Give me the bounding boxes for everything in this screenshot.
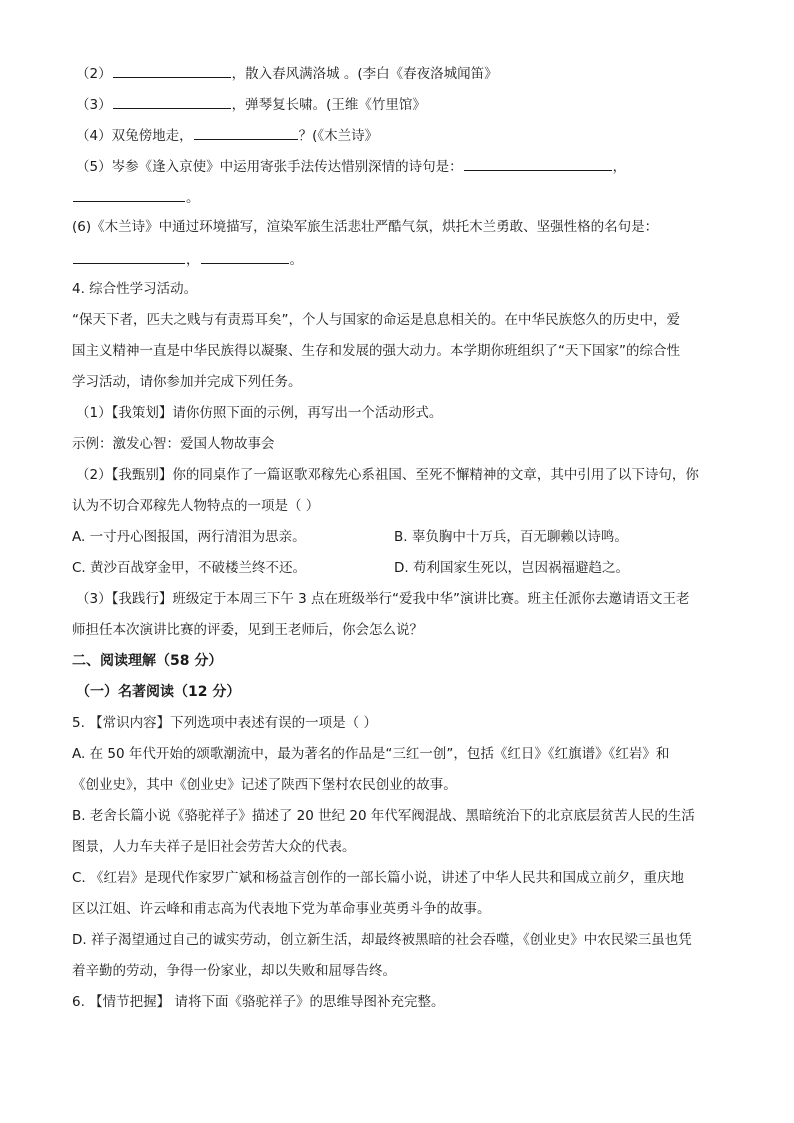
poem-text: (6)《木兰诗》中通过环境描写，渲染军旅生活悲壮严酷气氛，烘托木兰勇敢、坚强性格的名句是： (72, 219, 659, 235)
answer-blank[interactable] (464, 155, 612, 171)
poem-item-2 (72, 62, 724, 93)
q5-title: 5. 【常识内容】下列选项中表述有误的一项是（ ） (72, 715, 377, 731)
q4-options-row-1 (72, 527, 724, 558)
punctuation: 。 (289, 252, 303, 268)
section-heading: 二、阅读理解（58 分） (72, 653, 223, 669)
q4-task-3-line-1: （3）【我践行】班级定于本周三下午 3 点在班级举行“爱我中华”演讲比赛。班主任派你去邀请语文王老 (76, 591, 690, 607)
q5-option-d-line-1: D. 祥子渴望通过自己的诚实劳动，创立新生活，却最终被黑暗的社会吞噬，《创业史》中农民梁三虽也凭 (72, 932, 692, 948)
q4-task-2-line-1: （2）【我甄别】你的同桌作了一篇讴歌邓稼先心系祖国、至死不懈精神的文章，其中引用了以下诗句，你 (76, 467, 699, 483)
option-d[interactable]: D. 苟利国家生死以，岂因祸福避趋之。 (394, 560, 629, 576)
answer-blank[interactable] (113, 62, 231, 78)
answer-blank[interactable] (113, 93, 231, 109)
punctuation: ， (186, 252, 200, 268)
poem-item-5-cont (72, 186, 724, 217)
q5-option-b-line-1: B. 老舍长篇小说《骆驼祥子》描述了 20 世纪 20 年代军阀混战、黑暗统治下的北京底层贫苦人民的生活 (72, 808, 695, 824)
q6-title: 6. 【情节把握】 请将下面《骆驼祥子》的思维导图补充完整。 (72, 994, 445, 1010)
poem-text: ，弹琴复长啸。(王维《竹里馆》 (231, 97, 426, 113)
q5-option-d-line-2: 着辛勤的劳动，争得一份家业，却以失败和屈辱告终。 (72, 963, 396, 979)
q5-option-c-line-1: C. 《红岩》是现代作家罗广斌和杨益言创作的一部长篇小说，讲述了中华人民共和国成立前夕，重庆地 (72, 870, 685, 886)
answer-blank[interactable] (201, 248, 289, 264)
poem-item-6-cont (72, 248, 724, 279)
poem-text: （5）岑参《逢入京使》中运用寄张手法传达惜别深情的诗句是： (76, 159, 463, 175)
q5-option-a-line-1: A. 在 50 年代开始的颂歌潮流中，最为著名的作品是“三红一创”，包括《红日》《红旗谱》《红岩》和 (72, 746, 670, 762)
q4-task-2-line-2: 认为不切合邓稼先人物特点的一项是（ ） (72, 498, 320, 514)
poem-text: ？(《木兰诗》 (298, 128, 379, 144)
q5-option-b-line-2: 图景，人力车夫祥子是旧社会劳苦大众的代表。 (72, 839, 356, 855)
option-b[interactable]: B. 辜负胸中十万兵，百无聊赖以诗鸣。 (394, 529, 628, 545)
q4-options-row-2 (72, 558, 724, 589)
q4-intro-3: 学习活动，请你参加并完成下列任务。 (72, 374, 302, 390)
q5-option-c-line-2: 区以江姐、许云峰和甫志高为代表地下党为革命事业英勇斗争的故事。 (72, 901, 491, 917)
q4-task-1: （1）【我策划】请你仿照下面的示例，再写出一个活动形式。 (76, 405, 443, 421)
punctuation: ， (612, 159, 627, 175)
subsection-heading: （一）名著阅读（12 分） (76, 684, 241, 700)
answer-blank[interactable] (73, 186, 185, 202)
answer-blank[interactable] (194, 124, 298, 140)
q4-task-3-line-2: 师担任本次演讲比赛的评委，见到王老师后，你会怎么说？ (72, 622, 423, 638)
poem-item-6 (72, 217, 724, 248)
exam-page (72, 62, 724, 1023)
poem-item-5 (72, 155, 724, 186)
option-c[interactable]: C. 黄沙百战穿金甲，不破楼兰终不还。 (72, 560, 307, 576)
q4-intro-1: “保天下者，匹夫之贱与有责焉耳矣”，个人与国家的命运是息息相关的。在中华民族悠久的历史中，爱 (72, 312, 680, 328)
q4-title: 4. 综合性学习活动。 (72, 281, 198, 297)
poem-item-4 (72, 124, 724, 155)
q4-example: 示例：激发心智：爱国人物故事会 (72, 436, 275, 452)
poem-item-3 (72, 93, 724, 124)
answer-blank[interactable] (73, 248, 185, 264)
punctuation: 。 (186, 190, 200, 206)
q5-option-a-line-2: 《创业史》，其中《创业史》记述了陕西下堡村农民创业的故事。 (72, 777, 457, 793)
item-number: （2） (76, 66, 112, 82)
option-a[interactable]: A. 一寸丹心图报国，两行清泪为思亲。 (72, 529, 306, 545)
poem-text: ，散入春风满洛城 。(李白《春夜洛城闻笛》 (231, 66, 498, 82)
q4-intro-2: 国主义精神一直是中华民族得以凝聚、生存和发展的强大动力。本学期你班组织了“天下国家”的综合性 (72, 343, 680, 359)
item-number: （3） (76, 97, 112, 113)
poem-text: （4）双兔傍地走， (76, 128, 193, 144)
